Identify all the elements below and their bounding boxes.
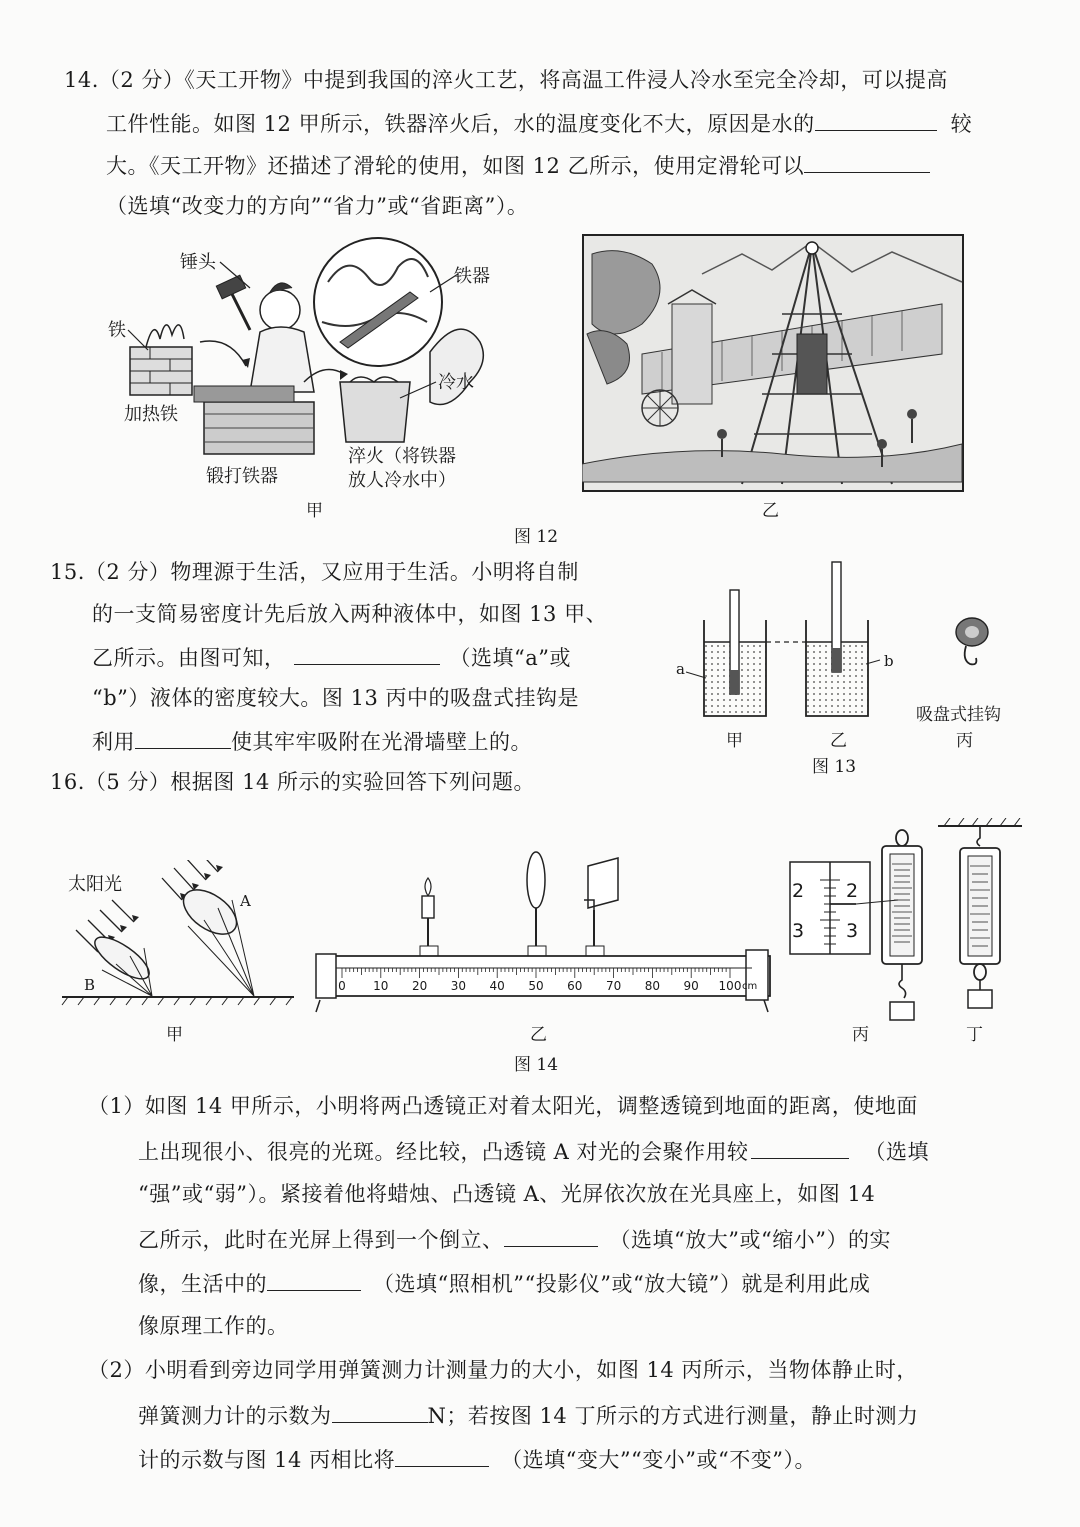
label-liquid-b: b [884, 652, 894, 670]
q16-p2-line3-end: （选填“变大”“变小”或“不变”）。 [501, 1448, 816, 1472]
fig12-sub-b: 乙 [762, 501, 779, 521]
answer-blank-14-1[interactable] [815, 108, 937, 131]
q15-line5-end: 使其牢牢吸附在光滑墙壁上的。 [231, 730, 532, 754]
fig14-sub-d: 丁 [966, 1025, 983, 1045]
label-hammer: 锤头 [180, 252, 216, 273]
fig13-sub-c: 丙 [956, 731, 973, 751]
label-lens-b: B [84, 976, 96, 994]
q16-p1-line3: “强”或“弱”）。紧接着他将蜡烛、凸透镜 A、光屏依次放在光具座上，如图 14 [138, 1182, 876, 1206]
ruler-tick-label: 90 [683, 979, 699, 993]
ruler-tick-label: 70 [605, 979, 622, 993]
q15-line5 [92, 726, 532, 756]
ruler-tick-label: 50 [528, 979, 544, 993]
fig12-caption: 图 12 [514, 527, 559, 547]
label-liquid-a: a [676, 660, 685, 678]
label-iron-tool: 铁器 [454, 266, 490, 287]
label-sunlight: 太阳光 [68, 874, 122, 895]
answer-blank-16-4[interactable] [332, 1400, 428, 1423]
q14-line1: 14.（2 分）《天工开物》中提到我国的淬火工艺，将高温工件浸人冷水至完全冷却，可以提高 [64, 68, 948, 92]
answer-blank-16-2[interactable] [504, 1224, 598, 1247]
fig14-sub-a: 甲 [166, 1025, 183, 1045]
q15-line1: 15.（2 分）物理源于生活，又应用于生活。小明将自制 [50, 560, 579, 584]
scale-mark-3-right: 3 [846, 920, 859, 942]
answer-blank-15-2[interactable] [135, 726, 231, 749]
ruler-tick-label: 10 [373, 979, 389, 993]
answer-blank-15-1[interactable] [294, 642, 440, 665]
q16-p2-line3-text: 计的示数与图 14 丙相比将 [138, 1448, 396, 1472]
q16-p1-line6: 像原理工作的。 [138, 1314, 289, 1338]
fig12-sub-a: 甲 [306, 501, 323, 521]
scale-mark-2-right: 2 [846, 880, 859, 902]
ruler-labels [312, 850, 782, 1020]
answer-blank-16-3[interactable] [267, 1268, 361, 1291]
q16-p2-line2-text: 弹簧测力计的示数为 [138, 1404, 332, 1428]
q15-line3-text: 乙所示。由图可知， [92, 646, 286, 670]
pulley-engraving [582, 234, 964, 492]
q16-intro: 16.（5 分）根据图 14 所示的实验回答下列问题。 [50, 770, 536, 794]
ruler-unit: cm [742, 981, 758, 992]
fig14-caption: 图 14 [514, 1055, 559, 1075]
answer-blank-14-2[interactable] [804, 150, 930, 173]
q15-line4: “b”）液体的密度较大。图 13 丙中的吸盘式挂钩是 [92, 686, 579, 710]
ruler-tick-label: 20 [411, 979, 428, 993]
ruler-tick-label: 40 [489, 979, 505, 993]
q16-p1-line5 [138, 1268, 870, 1298]
ruler-tick-label: 60 [567, 979, 583, 993]
label-cold-water: 冷水 [438, 372, 474, 393]
q16-p2-line1: （2）小明看到旁边同学用弹簧测力计测量力的大小，如图 14 丙所示，当物体静止时， [88, 1358, 918, 1382]
spring-scales [786, 818, 1026, 1028]
ruler-tick-label: 30 [450, 979, 467, 993]
answer-blank-16-5[interactable] [395, 1444, 489, 1467]
q15-line3 [92, 642, 571, 672]
q16-p1-line1: （1）如图 14 甲所示，小明将两凸透镜正对着太阳光，调整透镜到地面的距离，使地面 [88, 1094, 918, 1118]
fig14-sub-b: 乙 [530, 1025, 547, 1045]
q15-line3-end: （选填“a”或 [449, 646, 571, 670]
scale-mark-3-left: 3 [792, 920, 805, 942]
q14-line3-text: 大。《天工开物》还描述了滑轮的使用，如图 12 乙所示，使用定滑轮可以 [106, 154, 805, 178]
q15-line5-text: 利用 [92, 730, 135, 754]
label-quench-1: 淬火（将铁器 [348, 446, 456, 467]
label-iron: 铁 [108, 320, 126, 341]
fig13-sub-a: 甲 [726, 731, 743, 751]
q16-p2-line2-end: N；若按图 14 丁所示的方式进行测量，静止时测力 [427, 1404, 919, 1428]
q14-line2-text: 工件性能。如图 12 甲所示，铁器淬火后，水的温度变化不大，原因是水的 [106, 112, 815, 136]
q16-p2-line2 [138, 1400, 918, 1430]
q14-line2 [106, 108, 972, 138]
label-forge: 锻打铁器 [206, 466, 278, 487]
answer-blank-16-1[interactable] [751, 1136, 849, 1159]
label-lens-a: A [240, 892, 251, 910]
q16-p1-line2 [138, 1136, 929, 1166]
fig14-sub-c: 丙 [852, 1025, 869, 1045]
q16-p1-line5-end: （选填“照相机”“投影仪”或“放大镜”）就是利用此成 [373, 1272, 871, 1296]
q16-p1-line4-text: 乙所示，此时在光屏上得到一个倒立、 [138, 1228, 504, 1252]
fig13-caption: 图 13 [812, 757, 857, 777]
q15-line2: 的一支简易密度计先后放入两种液体中，如图 13 甲、 [92, 602, 608, 626]
q16-p1-line2-text: 上出现很小、很亮的光斑。经比较，凸透镜 A 对光的会聚作用较 [138, 1140, 749, 1164]
q14-line4: （选填“改变力的方向”“省力”或“省距离”）。 [106, 194, 529, 218]
label-suction-hook: 吸盘式挂钩 [916, 705, 1001, 725]
ruler-tick-label: 100 [718, 979, 742, 993]
q16-p2-line3 [138, 1444, 816, 1474]
q14-line3 [106, 150, 930, 180]
ruler-tick-label: 80 [644, 979, 661, 993]
q16-p1-line4 [138, 1224, 891, 1254]
label-heat-iron: 加热铁 [124, 404, 178, 425]
label-quench-2: 放人冷水中） [348, 470, 456, 491]
scale-mark-2-left: 2 [792, 880, 805, 902]
q14-line2-end: 较 [950, 112, 973, 136]
ruler-tick-label: 0 [338, 979, 346, 993]
fig13-sub-b: 乙 [830, 731, 847, 751]
q16-p1-line4-end: （选填“放大”或“缩小”）的实 [609, 1228, 891, 1252]
q16-p1-line5-text: 像，生活中的 [138, 1272, 267, 1296]
hydrometer-diagram [680, 560, 1040, 720]
q16-p1-line2-end: （选填 [864, 1140, 930, 1164]
